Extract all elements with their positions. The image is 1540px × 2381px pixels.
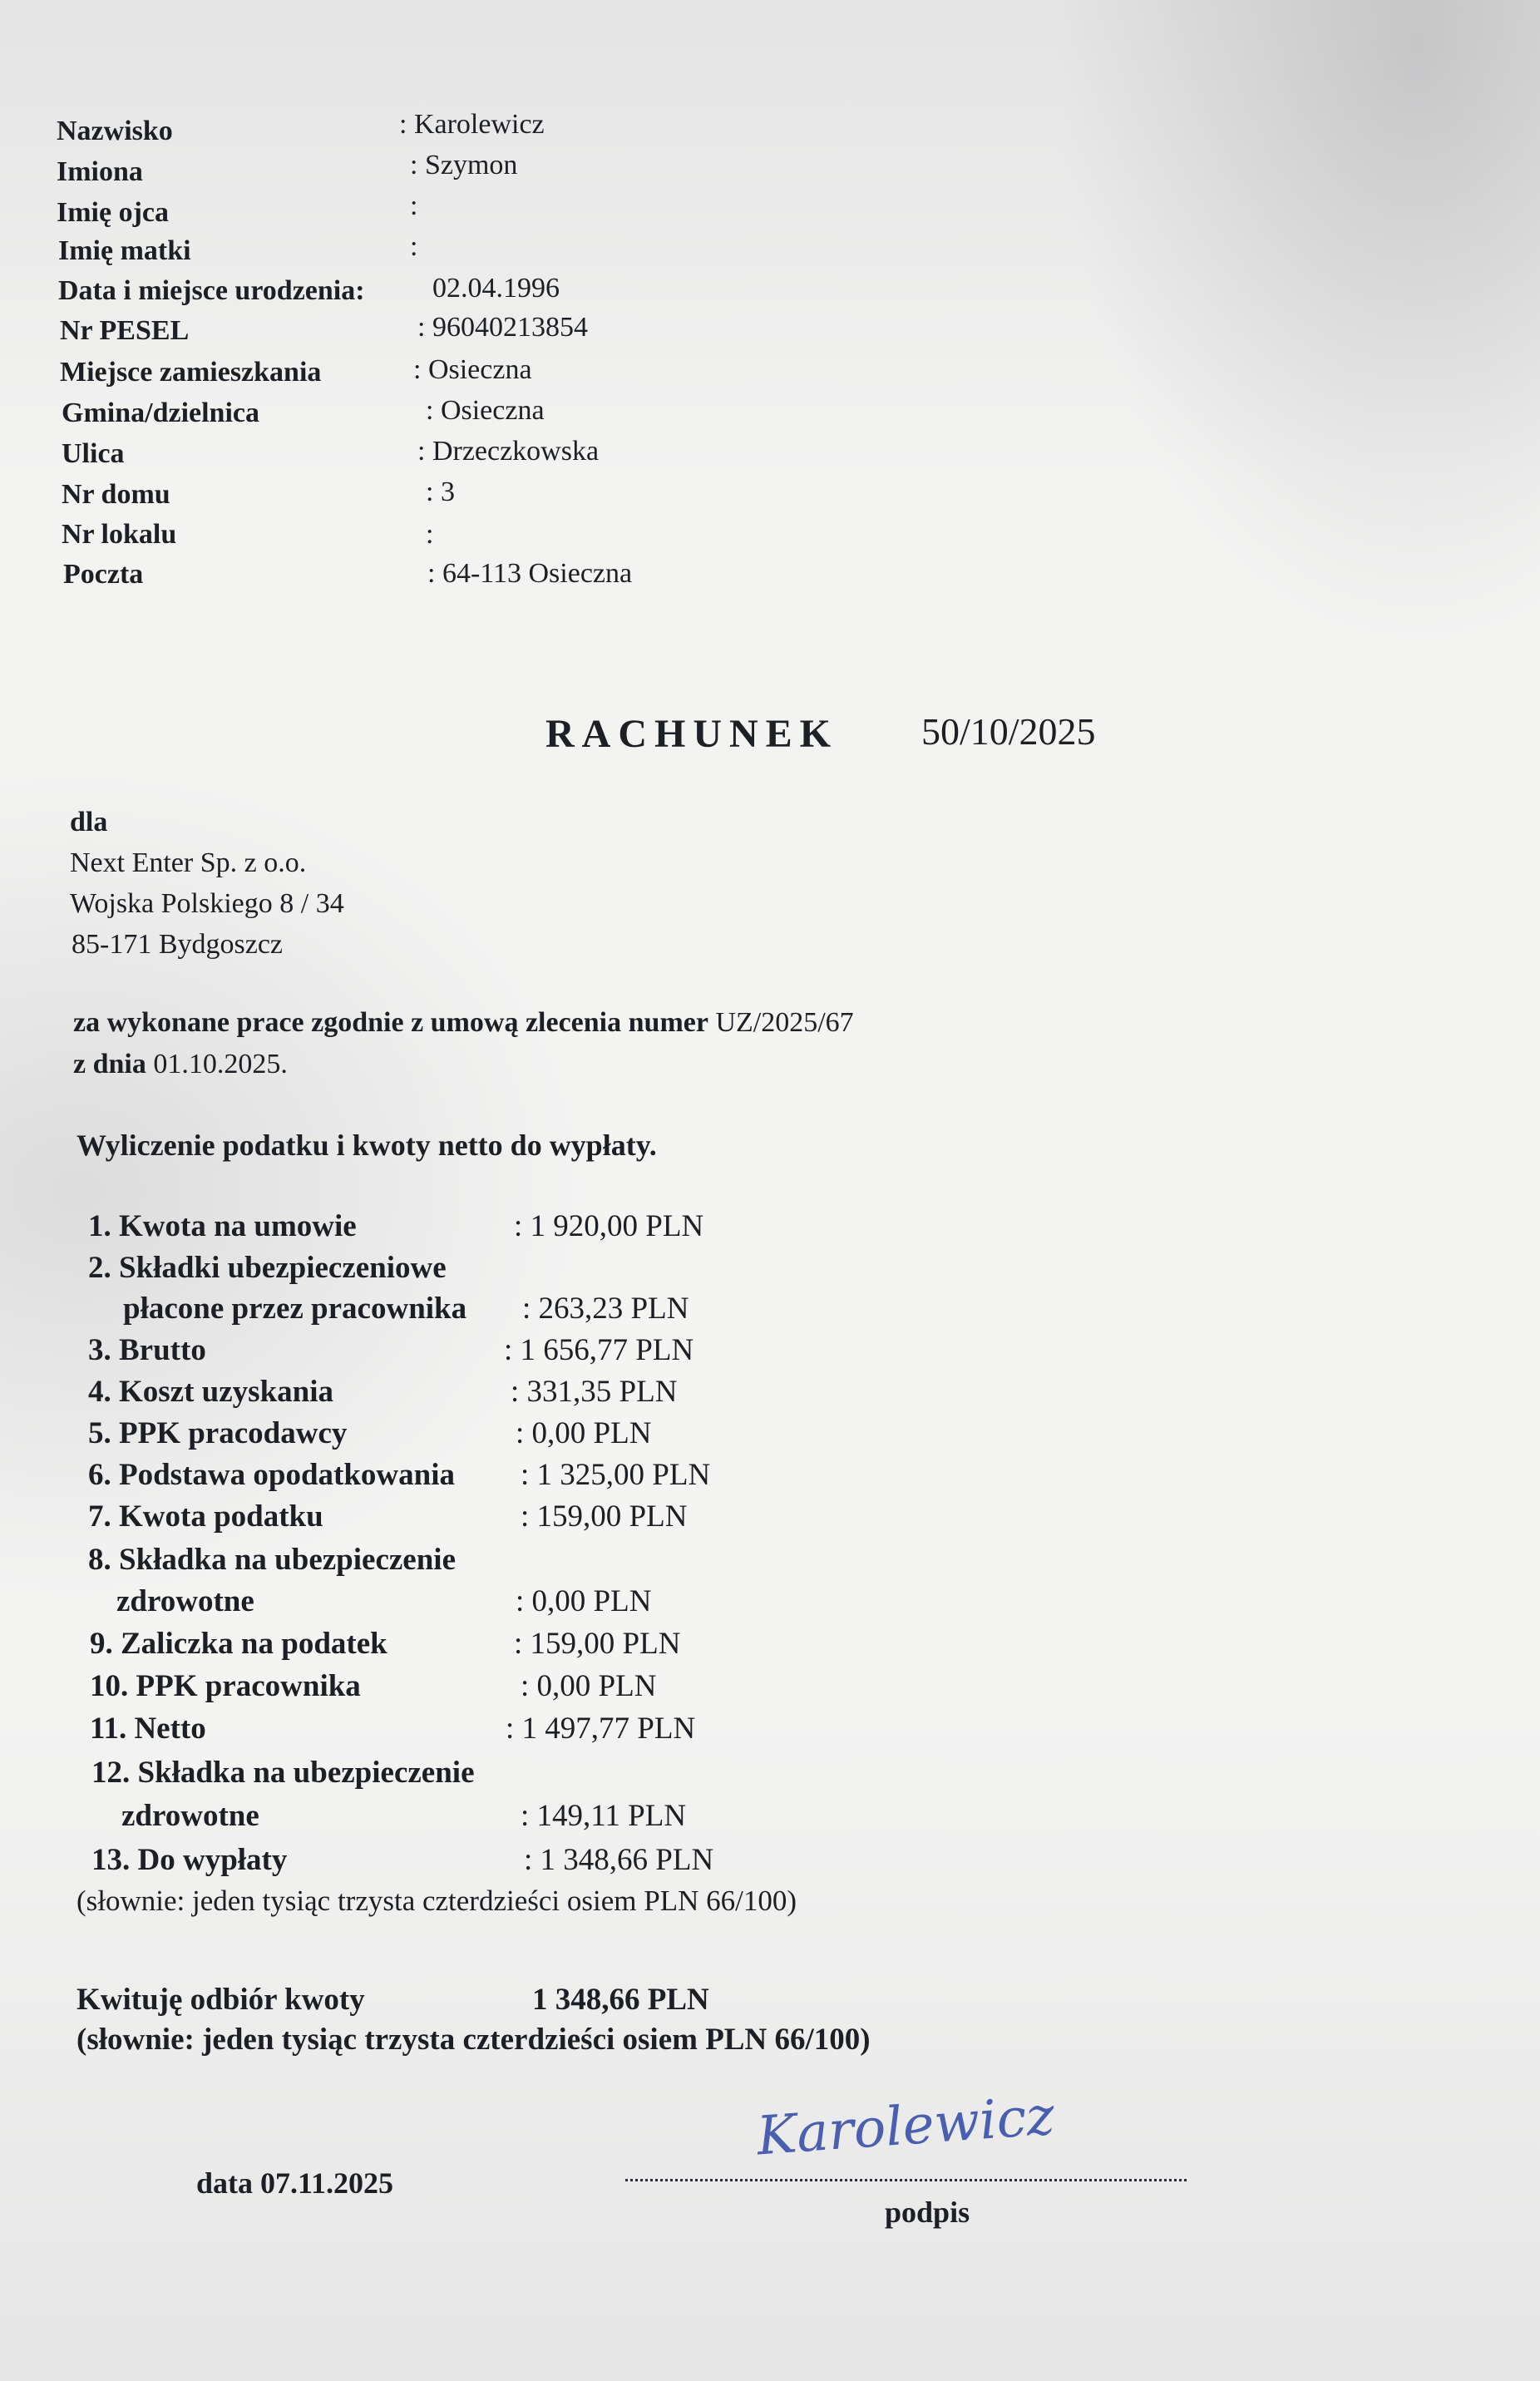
calc-value: : 1 348,66 PLN [524,1843,714,1877]
date-value: 07.11.2025 [260,2166,394,2200]
contract-line-1 [73,1006,854,1040]
calc-value: : 1 656,77 PLN [504,1333,694,1367]
calc-value: : 1 920,00 PLN [514,1209,704,1243]
recipient-dla: dla [70,807,108,837]
value-pesel: : 96040213854 [417,312,588,343]
calc-value: : 159,00 PLN [521,1499,688,1534]
contract-number: UZ/2025/67 [715,1007,854,1038]
calc-value: : 159,00 PLN [514,1627,681,1661]
label-nr-domu: Nr domu [62,479,170,510]
label-nr-lokalu: Nr lokalu [62,519,177,550]
value-ulica: : Drzeczkowska [417,436,600,467]
label-gmina: Gmina/dzielnica [62,398,259,428]
contract-date: 01.10.2025. [153,1049,288,1079]
contract-line-1-text: za wykonane prace zgodnie z umową zlecenia numer [73,1007,708,1038]
calc-value: : 0,00 PLN [516,1584,652,1618]
calc-label: 11. Netto [90,1712,206,1746]
recipient-line-2: Wojska Polskiego 8 / 34 [70,888,344,919]
value-gmina: : Osieczna [426,395,545,426]
receipt-label: Kwituję odbiór kwoty [77,1983,365,2017]
label-poczta: Poczta [63,559,144,590]
label-miejsce-zamieszkania: Miejsce zamieszkania [60,357,322,388]
signature-label: podpis [885,2196,970,2229]
label-imiona: Imiona [57,156,143,187]
calc-label: 10. PPK pracownika [90,1669,361,1703]
contract-line-2-text: z dnia [73,1049,146,1079]
calc-value: : 149,11 PLN [521,1799,687,1833]
calc-label: 4. Koszt uzyskania [88,1375,334,1409]
signature-line [625,2179,1187,2181]
label-ulica: Ulica [62,438,125,469]
label-imie-matki: Imię matki [58,235,191,266]
value-miejsce-zamieszkania: : Osieczna [413,354,532,385]
calc-label: 13. Do wypłaty [91,1843,288,1877]
receipt-slownie-text: (słownie: jeden tysiąc trzysta czterdzieści osiem PLN 66/100) [77,2023,871,2057]
recipient-line-1: Next Enter Sp. z o.o. [70,847,307,878]
calc-value: : 1 497,77 PLN [506,1712,696,1746]
document-title: RACHUNEK [545,712,839,756]
calc-label: 1. Kwota na umowie [88,1209,357,1243]
calc-label: zdrowotne [116,1584,254,1618]
recipient-line-3: 85-171 Bydgoszcz [72,929,284,960]
value-nr-domu: : 3 [426,477,455,507]
value-imie-ojca: : [410,190,418,221]
calc-label: 9. Zaliczka na podatek [90,1627,387,1661]
label-nazwisko: Nazwisko [57,116,173,146]
receipt-amount: 1 348,66 PLN [532,1983,709,2017]
value-imie-matki: : [410,231,418,262]
contract-line-2 [73,1048,288,1081]
calc-label: 3. Brutto [88,1333,206,1367]
label-imie-ojca: Imię ojca [57,197,170,228]
calc-label: 12. Składka na ubezpieczenie [91,1756,475,1790]
calc-label: 6. Podstawa opodatkowania [88,1458,456,1492]
calc-slownie-text: (słownie: jeden tysiąc trzysta czterdzieści osiem PLN 66/100) [77,1885,797,1917]
value-imiona: : Szymon [410,150,518,180]
calc-label: 2. Składki ubezpieczeniowe [88,1251,447,1285]
value-nazwisko: : Karolewicz [399,109,545,140]
calc-label: płacone przez pracownika [123,1292,467,1326]
value-data-urodzenia: 02.04.1996 [432,273,560,304]
calc-label: 8. Składka na ubezpieczenie [88,1543,456,1577]
calc-value: : 0,00 PLN [516,1416,652,1450]
calc-label: 7. Kwota podatku [88,1499,323,1534]
calc-label: 5. PPK pracodawcy [88,1416,348,1450]
calc-value: : 331,35 PLN [511,1375,678,1409]
label-pesel: Nr PESEL [60,315,190,346]
calc-heading: Wyliczenie podatku i kwoty netto do wypłaty. [77,1129,657,1162]
footer-date [196,2166,393,2200]
calc-value: : 0,00 PLN [521,1669,657,1703]
date-label: data [196,2166,254,2200]
value-nr-lokalu: : [426,519,434,550]
calc-value: : 1 325,00 PLN [521,1458,711,1492]
label-data-urodzenia: Data i miejsce urodzenia: [58,275,365,306]
document-number: 50/10/2025 [921,710,1096,753]
value-poczta: : 64-113 Osieczna [427,558,633,589]
calc-label: zdrowotne [121,1799,259,1833]
signature-image: Karolewicz [754,2085,1057,2168]
calc-value: : 263,23 PLN [522,1292,689,1326]
